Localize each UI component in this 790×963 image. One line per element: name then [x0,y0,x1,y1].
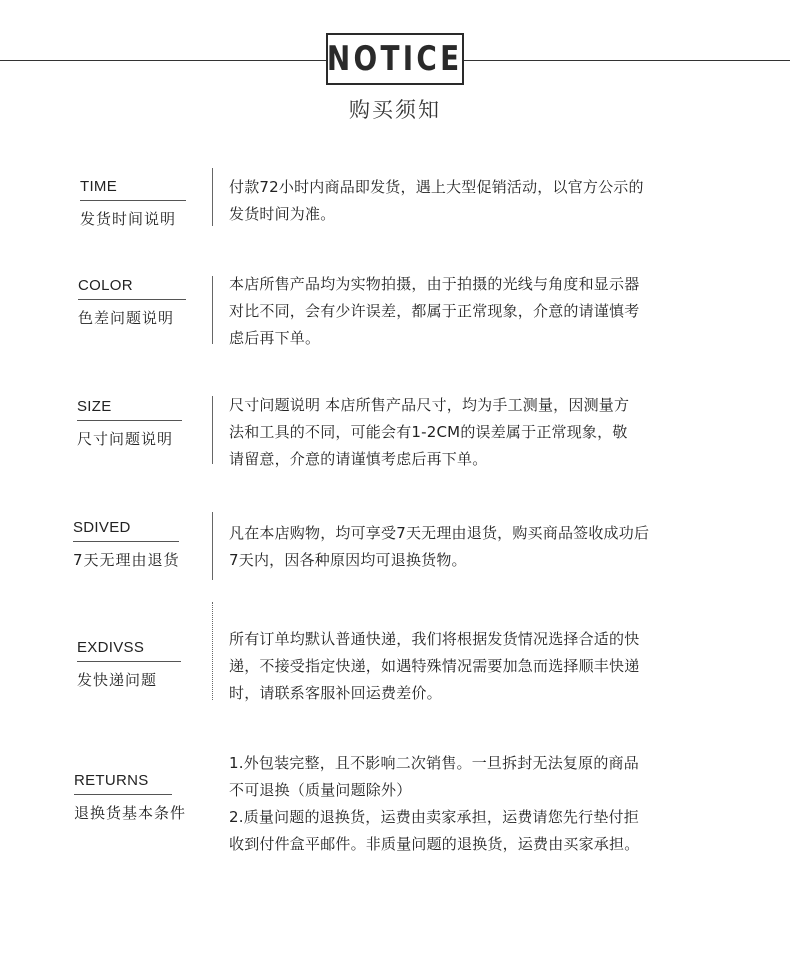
content-line: 递，不接受指定快递，如遇特殊情况需要加急而选择顺丰快递 [229,657,640,675]
header-rule-left [0,60,326,61]
content-line: 本店所售产品均为实物拍摄，由于拍摄的光线与角度和显示器 [229,275,640,293]
content-line: 收到付件盒平邮件。非质量问题的退换货，运费由买家承担。 [229,835,640,853]
section-label-en: COLOR [78,277,133,294]
header-rule-right [464,60,790,61]
section-label [77,398,182,449]
section-divider [212,168,213,226]
label-underline [80,200,186,201]
section-label-cn: 尺寸问题说明 [77,430,174,448]
label-underline [74,794,172,795]
label-underline [77,661,181,662]
content-line: 时，请联系客服补回运费差价。 [229,684,442,702]
section-label-cn: 色差问题说明 [78,309,175,327]
label-underline [78,299,186,300]
section-label [78,277,186,328]
page-subtitle: 购买须知 [349,98,441,122]
content-line: 所有订单均默认普通快递，我们将根据发货情况选择合适的快 [229,630,640,648]
section-label-en: EXDIVSS [77,639,145,656]
content-line: 付款72小时内商品即发货，遇上大型促销活动，以官方公示的 [229,178,644,196]
label-underline [73,541,179,542]
notice-title-box [326,33,464,85]
section-label-cn: 发快递问题 [77,671,158,689]
section-content [229,392,629,473]
section-label-en: RETURNS [74,772,149,789]
label-underline [77,420,182,421]
section-label [73,519,180,570]
section-label [74,772,186,823]
section-divider [212,512,213,580]
section-divider [212,602,213,700]
section-label-en: TIME [80,178,118,195]
section-divider [212,396,213,464]
content-line: 发货时间为准。 [229,205,336,223]
section-label-en: SIZE [77,398,112,415]
content-line: 不可退换（质量问题除外） [229,781,412,799]
section-divider [212,276,213,344]
content-line: 虑后再下单。 [229,329,321,347]
section-content [229,750,639,858]
section-content [229,174,644,228]
content-line: 请留意，介意的请谨慎考虑后再下单。 [229,450,488,468]
content-line: 法和工具的不同，可能会有1-2CM的误差属于正常现象，敬 [229,423,628,441]
section-label-cn: 退换货基本条件 [74,804,187,822]
content-line: 1.外包装完整，且不影响二次销售。一旦拆封无法复原的商品 [229,754,639,772]
section-label-cn: 7天无理由退货 [73,551,180,569]
section-label-en: SDIVED [73,519,131,536]
content-line: 2.质量问题的退换货，运费由卖家承担，运费请您先行垫付拒 [229,808,639,826]
section-content [229,271,639,352]
content-line: 凡在本店购物，均可享受7天无理由退货，购买商品签收成功后 [229,524,650,542]
section-label-cn: 发货时间说明 [80,210,177,228]
content-line: 对比不同，会有少许误差，都属于正常现象，介意的请谨慎考 [229,302,640,320]
section-content [229,626,639,707]
section-label [77,639,181,690]
content-line: 7天内，因各种原因均可退换货物。 [229,551,467,569]
content-line: 尺寸问题说明 本店所售产品尺寸，均为手工测量，因测量方 [229,396,630,414]
section-label [80,178,186,229]
notice-title: NOTICE [327,39,463,79]
section-content [229,520,649,574]
